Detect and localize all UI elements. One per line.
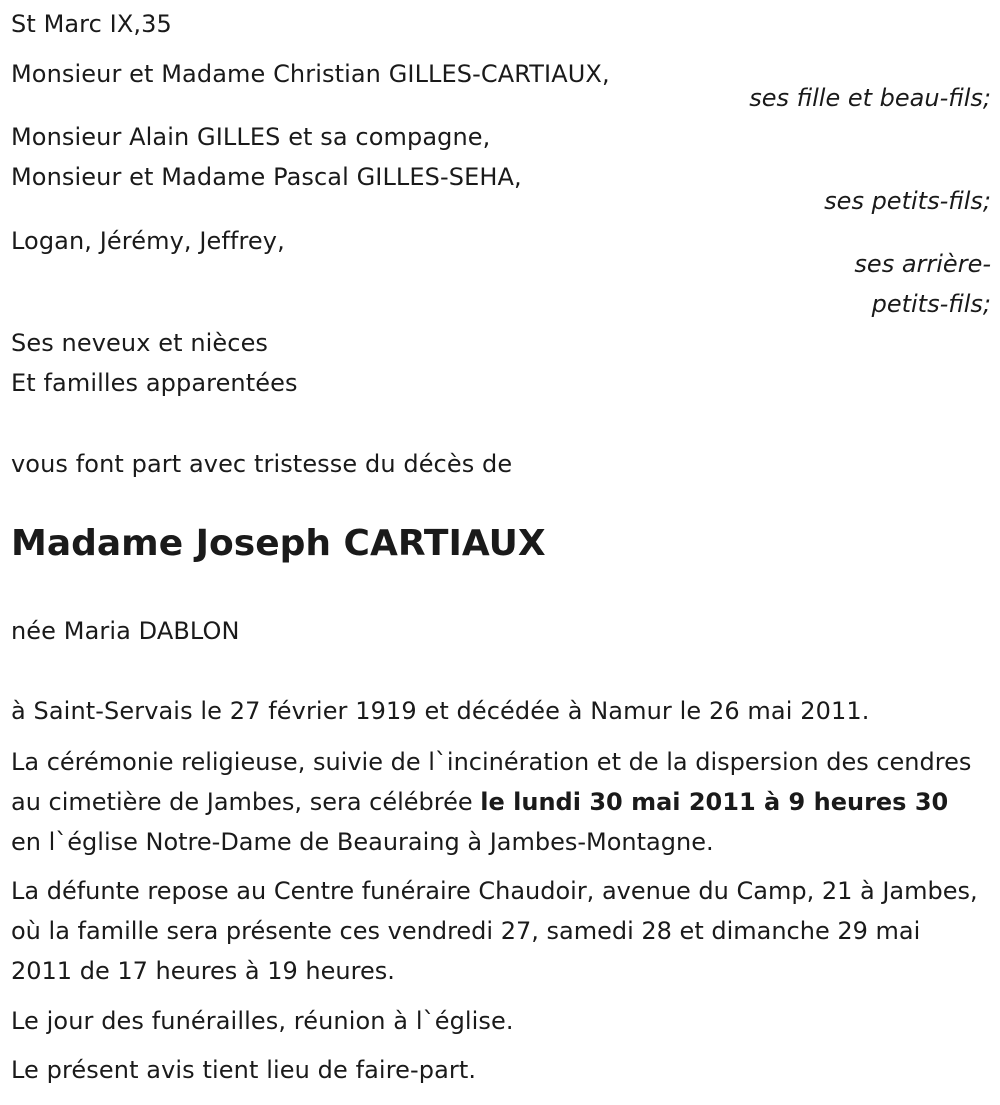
family-line-relatives: Et familles apparentées (11, 369, 298, 397)
family-line-great-grandsons: Logan, Jérémy, Jeffrey, (11, 227, 285, 255)
relation-great-grandsons-2: petits-fils; (871, 290, 991, 318)
ceremony-text-before: La cérémonie religieuse, suivie de l`incinération et de la dispersion des cendres au cimetière de Jambes, sera célébrée (11, 748, 972, 816)
ceremony-text-after: en l`église Notre-Dame de Beauraing à Jambes-Montagne. (11, 828, 714, 856)
scripture-reference: St Marc IX,35 (11, 10, 172, 38)
ceremony-date: le lundi 30 mai 2011 à 9 heures 30 (480, 788, 949, 816)
gathering-note: Le jour des funérailles, réunion à l`église. (11, 1007, 514, 1035)
birth-death-dates: à Saint-Servais le 27 février 1919 et décédée à Namur le 26 mai 2011. (11, 697, 870, 725)
visitation-paragraph: La défunte repose au Centre funéraire Chaudoir, avenue du Camp, 21 à Jambes, où la famille sera présente ces vendredi 27, samedi 28 et dimanche 29 mai 2011 de 17 heures à 19 heures. (11, 877, 978, 985)
maiden-name: née Maria DABLON (11, 617, 240, 645)
family-line-grandson-2: Monsieur et Madame Pascal GILLES-SEHA, (11, 163, 522, 191)
ceremony-paragraph (11, 742, 981, 862)
family-line-grandson-1: Monsieur Alain GILLES et sa compagne, (11, 123, 491, 151)
deceased-name: Madame Joseph CARTIAUX (11, 523, 546, 564)
relation-daughter: ses fille et beau-fils; (749, 84, 991, 112)
announcement-intro: vous font part avec tristesse du décès de (11, 450, 513, 478)
notice-note: Le présent avis tient lieu de faire-part. (11, 1056, 477, 1084)
relation-grandsons: ses petits-fils; (824, 187, 991, 215)
family-line-daughter: Monsieur et Madame Christian GILLES-CARTIAUX, (11, 60, 610, 88)
family-line-nephews: Ses neveux et nièces (11, 329, 269, 357)
relation-great-grandsons-1: ses arrière- (854, 250, 991, 278)
